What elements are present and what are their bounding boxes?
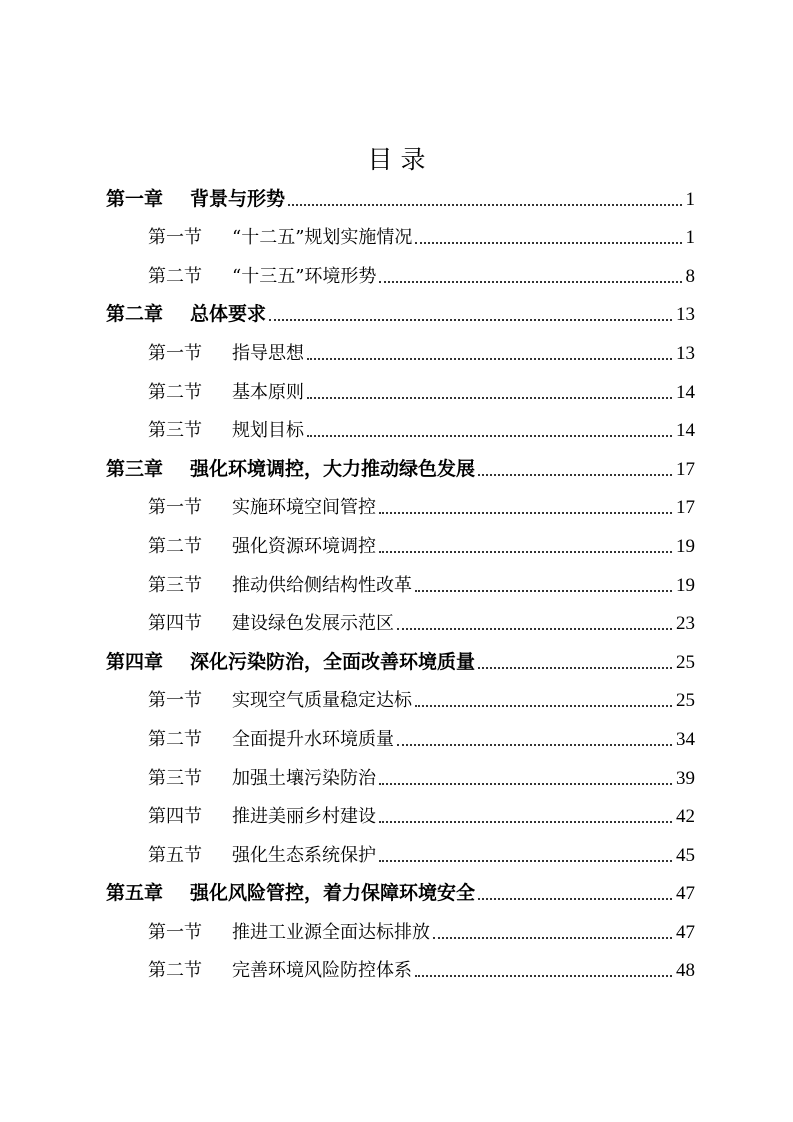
dot-leader — [433, 937, 672, 939]
toc-entry-label: 第三节 — [148, 420, 202, 442]
dot-leader — [415, 242, 681, 244]
toc-entry-title: 实施环境空间管控 — [232, 497, 376, 519]
toc-entry-label: 第二节 — [148, 265, 202, 287]
toc-section-entry[interactable] — [0, 525, 793, 564]
toc-entry-title: 指导思想 — [232, 342, 304, 364]
toc-section-entry[interactable] — [0, 564, 793, 603]
toc-page-number: 25 — [676, 651, 695, 673]
toc-page-number: 14 — [676, 420, 695, 442]
dot-leader — [379, 783, 672, 785]
toc-entry-title: 强化环境调控，大力推动绿色发展 — [190, 457, 476, 480]
toc-section-entry[interactable] — [0, 487, 793, 526]
dot-leader — [397, 744, 672, 746]
toc-entry-label: 第五章 — [106, 882, 164, 905]
toc-page-number: 17 — [676, 497, 695, 519]
toc-page-number: 17 — [676, 458, 695, 480]
toc-entry-title: 推进美丽乡村建设 — [232, 806, 376, 828]
toc-section-entry[interactable] — [0, 834, 793, 873]
toc-chapter-entry[interactable] — [0, 294, 793, 333]
toc-entry-label: 第二节 — [148, 381, 202, 403]
toc-entry-label: 第三节 — [148, 574, 202, 596]
dot-leader — [478, 667, 672, 669]
toc-page-number: 47 — [676, 921, 695, 943]
toc-entry-label: 第一节 — [148, 227, 202, 249]
toc-entry-title: 总体要求 — [190, 303, 267, 326]
dot-leader — [288, 204, 681, 206]
toc-entry-title: 建设绿色发展示范区 — [232, 613, 394, 635]
toc-chapter-entry[interactable] — [0, 448, 793, 487]
toc-entry-title: 全面提升水环境质量 — [232, 728, 394, 750]
dot-leader — [379, 551, 672, 553]
toc-page-number: 8 — [685, 265, 695, 287]
toc-page-number: 13 — [676, 304, 695, 326]
toc-entry-label: 第四节 — [148, 806, 202, 828]
toc-page-number: 45 — [676, 844, 695, 866]
toc-section-entry[interactable] — [0, 332, 793, 371]
toc-entry-label: 第三节 — [148, 767, 202, 789]
toc-entry-title: 推进工业源全面达标排放 — [232, 921, 430, 943]
toc-page-number: 14 — [676, 381, 695, 403]
dot-leader — [415, 705, 672, 707]
dot-leader — [478, 898, 672, 900]
dot-leader — [269, 319, 672, 321]
toc-entry-label: 第一节 — [148, 921, 202, 943]
toc-entry-title: “十三五”环境形势 — [232, 265, 377, 287]
toc-entry-title: 基本原则 — [232, 381, 304, 403]
toc-chapter-entry[interactable] — [0, 641, 793, 680]
toc-entry-label: 第五节 — [148, 844, 202, 866]
toc-entry-label: 第一节 — [148, 342, 202, 364]
toc-page-number: 39 — [676, 767, 695, 789]
toc-section-entry[interactable] — [0, 217, 793, 256]
toc-entry-label: 第一章 — [106, 187, 164, 210]
toc-entry-label: 第二节 — [148, 960, 202, 982]
toc-entry-label: 第二章 — [106, 303, 164, 326]
toc-entry-title: 强化资源环境调控 — [232, 535, 376, 557]
toc-entry-label: 第四节 — [148, 613, 202, 635]
toc-entry-title: “十二五”规划实施情况 — [232, 227, 413, 249]
dot-leader — [307, 358, 672, 360]
toc-entry-title: 完善环境风险防控体系 — [232, 960, 412, 982]
toc-page-number: 19 — [676, 535, 695, 557]
dot-leader — [397, 628, 672, 630]
toc-page-number: 13 — [676, 342, 695, 364]
toc-page-number: 48 — [676, 960, 695, 982]
toc-page-number: 25 — [676, 690, 695, 712]
dot-leader — [379, 281, 681, 283]
dot-leader — [379, 821, 672, 823]
toc-entry-title: 强化生态系统保护 — [232, 844, 376, 866]
toc-page-number: 1 — [685, 188, 695, 210]
toc-section-entry[interactable] — [0, 680, 793, 719]
toc-entry-label: 第一节 — [148, 690, 202, 712]
toc-entry-label: 第二节 — [148, 535, 202, 557]
toc-entry-label: 第二节 — [148, 728, 202, 750]
toc-page-number: 19 — [676, 574, 695, 596]
toc-page-number: 47 — [676, 883, 695, 905]
toc-page-number: 42 — [676, 806, 695, 828]
toc-section-entry[interactable] — [0, 410, 793, 449]
toc-section-entry[interactable] — [0, 718, 793, 757]
toc-section-entry[interactable] — [0, 603, 793, 642]
toc-page-number: 1 — [685, 227, 695, 249]
toc-page-number: 34 — [676, 728, 695, 750]
toc-entry-label: 第四章 — [106, 650, 164, 673]
toc-entry-title: 背景与形势 — [190, 187, 286, 210]
toc-entry-title: 加强土壤污染防治 — [232, 767, 376, 789]
toc-section-entry[interactable] — [0, 950, 793, 989]
toc-entry-title: 推动供给侧结构性改革 — [232, 574, 412, 596]
toc-section-entry[interactable] — [0, 796, 793, 835]
toc-chapter-entry[interactable] — [0, 178, 793, 217]
dot-leader — [307, 435, 672, 437]
toc-section-entry[interactable] — [0, 911, 793, 950]
dot-leader — [379, 860, 672, 862]
dot-leader — [379, 512, 672, 514]
toc-chapter-entry[interactable] — [0, 873, 793, 912]
toc-entry-title: 深化污染防治，全面改善环境质量 — [190, 650, 476, 673]
toc-section-entry[interactable] — [0, 371, 793, 410]
toc-section-entry[interactable] — [0, 757, 793, 796]
toc-entry-label: 第三章 — [106, 457, 164, 480]
toc-entry-label: 第一节 — [148, 497, 202, 519]
toc-entry-title: 实现空气质量稳定达标 — [232, 690, 412, 712]
toc-title: 目 录 — [367, 145, 426, 174]
dot-leader — [478, 474, 672, 476]
toc-list — [0, 178, 793, 988]
toc-entry-title: 规划目标 — [232, 420, 304, 442]
dot-leader — [415, 975, 672, 977]
dot-leader — [415, 590, 672, 592]
toc-section-entry[interactable] — [0, 255, 793, 294]
toc-page-number: 23 — [676, 613, 695, 635]
toc-entry-title: 强化风险管控，着力保障环境安全 — [190, 882, 476, 905]
dot-leader — [307, 397, 672, 399]
